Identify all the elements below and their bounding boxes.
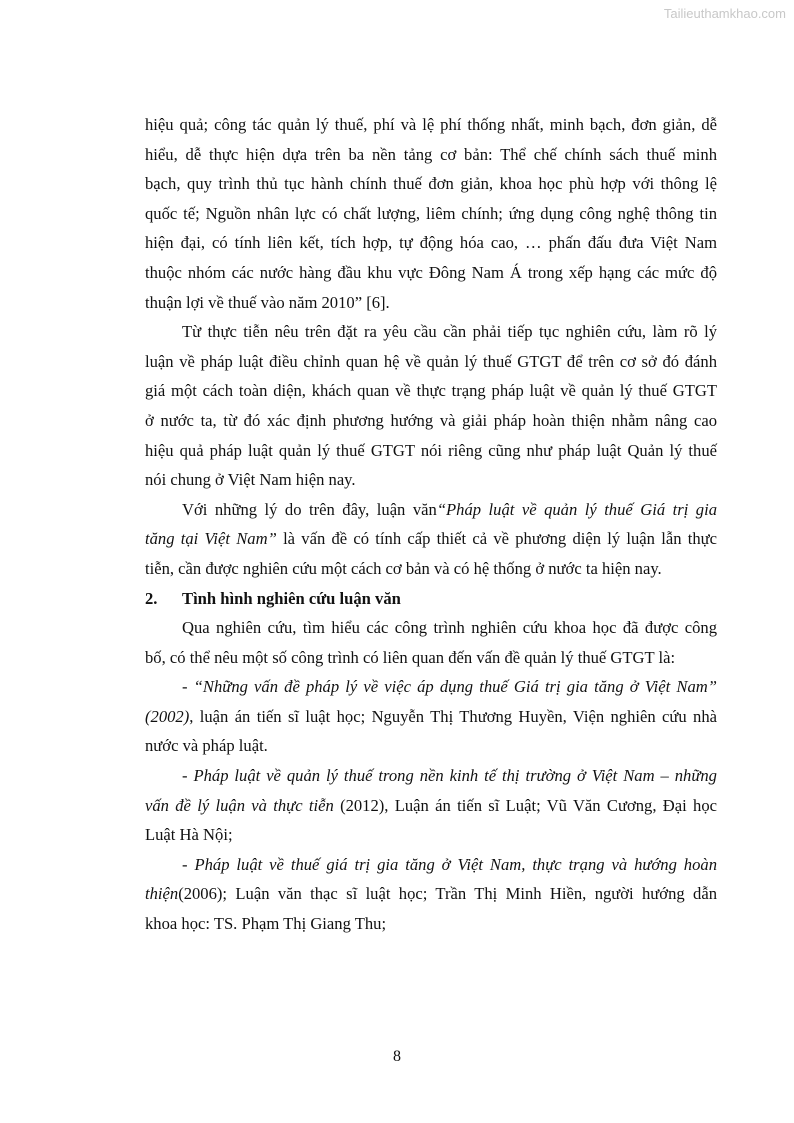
text-line: Qua nghiên cứu, tìm hiểu các công trình nghiên cứu khoa học đã được công — [182, 618, 717, 638]
text-line — [145, 672, 717, 702]
text-line — [145, 761, 717, 791]
text-line: bạch, quy trình thủ tục hành chính thuế đơn giản, khoa học phù hợp với thông lệ — [145, 174, 717, 194]
text-line: giá một cách toàn diện, khách quan về thực trạng pháp luật về quản lý thuế GTGT — [145, 381, 717, 401]
text-line: khoa học: TS. Phạm Thị Giang Thu; — [145, 914, 387, 934]
reference-item-2 — [145, 761, 717, 850]
text-line: bố, có thể nêu một số công trình có liên quan đến vấn đề quản lý thuế GTGT là: — [145, 647, 676, 667]
document-body — [145, 110, 717, 939]
text-span: - — [182, 766, 194, 786]
text-line: ở nước ta, từ đó xác định phương hướng và giải pháp hoàn thiện nhằm nâng cao — [145, 410, 717, 430]
text-span: là vấn đề có tính cấp thiết cả về phương diện lý luận lẫn thực — [276, 529, 717, 549]
text-line — [145, 524, 717, 554]
section-number: 2. — [145, 588, 158, 608]
text-span: , luận án tiến sĩ luật học; Nguyễn Thị Thương Huyền, Viện nghiên cứu nhà — [189, 706, 717, 726]
paragraph-4 — [145, 613, 717, 672]
text-line: Từ thực tiễn nêu trên đặt ra yêu cầu cần phải tiếp tục nghiên cứu, làm rõ lý — [182, 322, 717, 342]
text-line: thuộc nhóm các nước hàng đầu khu vực Đông Nam Á trong xếp hạng các mức độ — [145, 262, 717, 282]
work-title: “Những vấn đề pháp lý về việc áp dụng thuế Giá trị gia tăng ở Việt Nam” — [193, 677, 717, 697]
text-line — [145, 850, 717, 880]
text-line — [145, 495, 717, 525]
thesis-title: “Pháp luật về quản lý thuế Giá trị gia — [436, 499, 717, 519]
work-title: Pháp luật về quản lý thuế trong nền kinh tế thị trường ở Việt Nam – những — [193, 766, 717, 786]
text-line: nước và pháp luật. — [145, 736, 268, 756]
text-line: hiệu quả pháp luật quản lý thuế GTGT nói riêng cũng như pháp luật Quản lý thuế — [145, 440, 717, 460]
text-line: hiểu, dễ thực hiện dựa trên ba nền tảng cơ bản: Thể chế chính sách thuế minh — [145, 144, 717, 164]
text-span: - — [182, 854, 195, 874]
work-title: thiện — [145, 884, 179, 904]
work-title: vấn đề lý luận và thực tiễn — [145, 795, 334, 815]
text-line: luận về pháp luật điều chỉnh quan hệ về quản lý thuế GTGT để trên cơ sở đó đánh — [145, 351, 717, 371]
paragraph-1 — [145, 110, 717, 317]
section-heading — [145, 584, 717, 614]
text-line — [145, 702, 717, 732]
text-line: Luật Hà Nội; — [145, 825, 233, 845]
text-line: hiện đại, có tính liên kết, tích hợp, tự động hóa cao, … phấn đấu đưa Việt Nam — [145, 233, 717, 253]
text-span: (2006); Luận văn thạc sĩ luật học; Trần Thị Minh Hiền, người hướng dẫn — [178, 884, 717, 904]
text-span: - — [182, 677, 194, 697]
text-line — [145, 791, 717, 821]
text-line: hiệu quả; công tác quản lý thuế, phí và lệ phí thống nhất, minh bạch, đơn giản, dễ — [145, 115, 717, 134]
page-number: 8 — [393, 1048, 401, 1065]
text-span: Với những lý do trên đây, luận văn — [182, 499, 437, 519]
text-line: nói chung ở Việt Nam hiện nay. — [145, 470, 356, 490]
thesis-title: tăng tại Việt Nam” — [145, 529, 277, 549]
text-line — [145, 879, 717, 909]
work-title: (2002) — [145, 706, 190, 726]
text-span: (2012), Luận án tiến sĩ Luật; Vũ Văn Cương, Đại học — [333, 795, 717, 815]
section-title: Tình hình nghiên cứu luận văn — [182, 588, 401, 608]
work-title: Pháp luật về thuế giá trị gia tăng ở Việt Nam, thực trạng và hướng hoàn — [194, 854, 717, 874]
paragraph-3 — [145, 495, 717, 584]
text-line: tiễn, cần được nghiên cứu một cách cơ bản và có hệ thống ở nước ta hiện nay. — [145, 558, 662, 578]
watermark: Tailieuthamkhao.com — [663, 6, 786, 21]
reference-item-1 — [145, 672, 717, 761]
text-line: thuận lợi về thuế vào năm 2010” [6]. — [145, 292, 390, 312]
text-line: quốc tế; Nguồn nhân lực có chất lượng, liêm chính; ứng dụng công nghệ thông tin — [145, 203, 717, 223]
paragraph-2 — [145, 317, 717, 495]
reference-item-3 — [145, 850, 717, 939]
